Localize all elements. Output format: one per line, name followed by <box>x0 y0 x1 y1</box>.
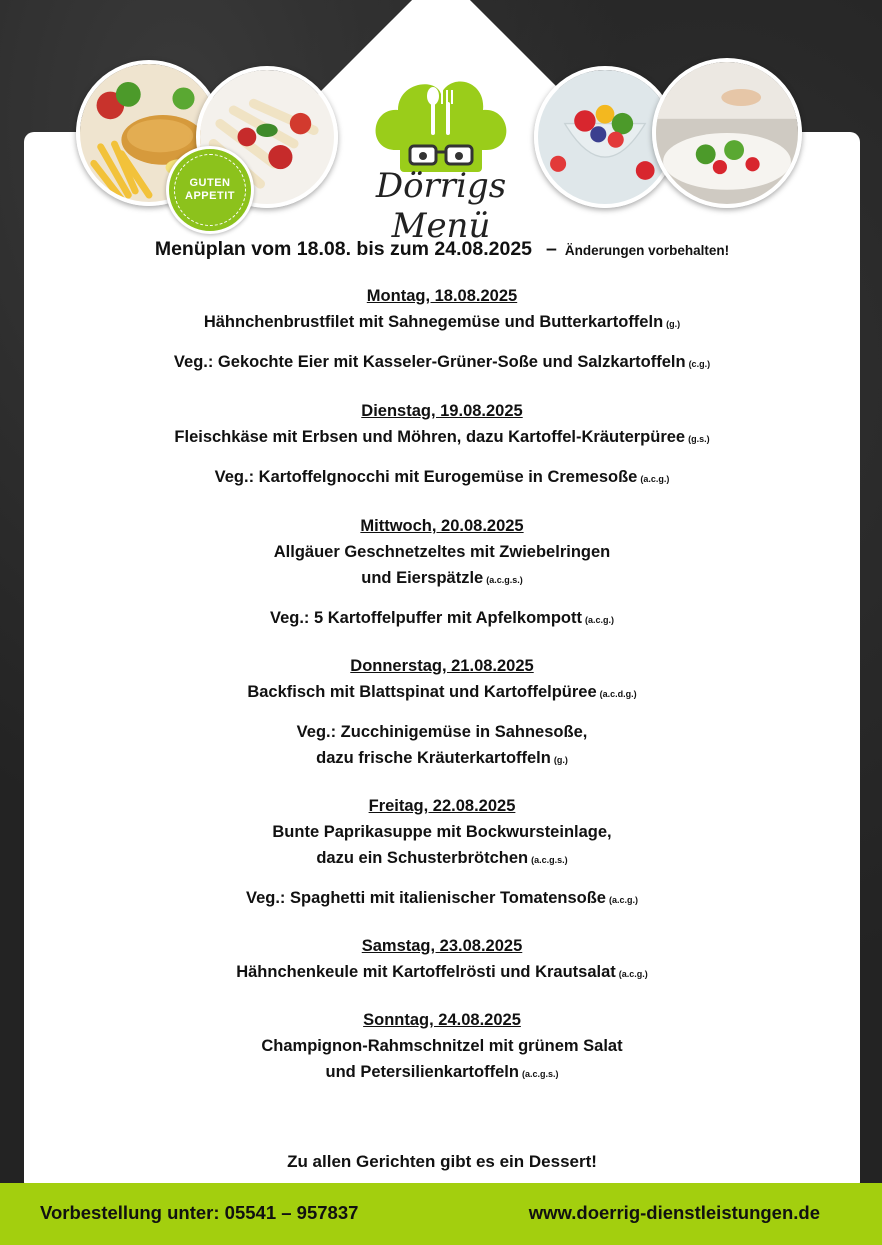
website-link[interactable]: www.doerrig-dienstleistungen.de <box>528 1202 820 1223</box>
headline-dash: – <box>546 238 557 260</box>
dish-text: Allgäuer Geschnetzeltes mit Zwiebelringen <box>273 543 611 561</box>
veg-dish-line <box>24 745 860 773</box>
veg-dish-line <box>24 605 860 633</box>
day-date: Sonntag, 24.08.2025 <box>363 1011 521 1029</box>
badge-line-1: GUTEN <box>189 177 231 189</box>
main-dish-line <box>24 1059 860 1087</box>
dish-text: dazu ein Schusterbrötchen <box>316 849 529 867</box>
main-dish-line <box>24 679 860 707</box>
main-dish-line <box>24 959 860 987</box>
main-dish-line <box>24 539 860 565</box>
dish-text: Bunte Paprikasuppe mit Bockwursteinlage, <box>272 823 612 841</box>
dish-text: Fleischkäse mit Erbsen und Möhren, dazu Kartoffel-Kräuterpüree <box>174 428 686 446</box>
dish-text: und Eierspätzle <box>361 569 484 587</box>
allergen-code: (a.c.g.) <box>609 895 639 905</box>
allergen-code: (a.c.g.) <box>618 969 648 979</box>
dish-text: Veg.: Zucchinigemüse in Sahnesoße, <box>296 723 588 741</box>
dish-text: und Petersilienkartoffeln <box>325 1063 519 1081</box>
day-block <box>24 653 860 707</box>
veg-block <box>24 885 860 913</box>
main-dish-line <box>24 1033 860 1059</box>
day-block <box>24 933 860 987</box>
badge-line-2: APPETIT <box>185 190 235 202</box>
day-date: Freitag, 22.08.2025 <box>368 797 516 815</box>
veg-block <box>24 464 860 492</box>
main-dish-line <box>24 309 860 337</box>
badge-ring <box>174 154 246 226</box>
dish-text: Veg.: Spaghetti mit italienischer Tomatensoße <box>245 889 606 907</box>
brand-logo <box>326 62 556 246</box>
veg-block <box>24 719 860 773</box>
brand-wordmark: Dörrigs Menü <box>375 166 507 246</box>
allergen-code: (a.c.g.s.) <box>531 855 568 865</box>
menu-title: Menüplan vom 18.08. bis zum 24.08.2025 <box>154 238 533 260</box>
dish-text: Veg.: Gekochte Eier mit Kasseler-Grüner-Soße und Salzkartoffeln <box>173 353 686 371</box>
allergen-code: (a.c.g.) <box>584 615 614 625</box>
dish-text: Hähnchenbrustfilet mit Sahnegemüse und Butterkartoffeln <box>203 313 664 331</box>
veg-dish-line <box>24 349 860 377</box>
veg-block <box>24 605 860 633</box>
main-dish-line <box>24 845 860 873</box>
allergen-code: (a.c.g.s.) <box>521 1069 559 1079</box>
day-block <box>24 513 860 593</box>
veg-dish-line <box>24 885 860 913</box>
footer-bar <box>0 1183 882 1245</box>
guten-appetit-badge <box>166 146 254 234</box>
allergen-code: (g.) <box>553 755 568 765</box>
day-block <box>24 1007 860 1087</box>
day-date: Dienstag, 19.08.2025 <box>361 402 523 420</box>
changes-note: Änderungen vorbehalten! <box>564 243 730 258</box>
allergen-code: (a.c.g.s.) <box>486 575 523 585</box>
day-date: Mittwoch, 20.08.2025 <box>360 517 524 535</box>
dish-text: Backfisch mit Blattspinat und Kartoffelpüree <box>247 683 597 701</box>
menu-headline <box>24 238 860 261</box>
dish-text: Veg.: 5 Kartoffelpuffer mit Apfelkompott <box>269 609 582 627</box>
day-date: Montag, 18.08.2025 <box>366 287 518 305</box>
veg-dish-line <box>24 719 860 745</box>
day-block <box>24 398 860 452</box>
main-dish-line <box>24 424 860 452</box>
allergen-code: (g.) <box>666 319 681 329</box>
allergen-code: (c.g.) <box>688 359 711 369</box>
dish-text: Hähnchenkeule mit Kartoffelrösti und Krautsalat <box>236 963 616 981</box>
veg-dish-line <box>24 464 860 492</box>
dish-text: Champignon-Rahmschnitzel mit grünem Salat <box>261 1037 623 1055</box>
dish-text: dazu frische Kräuterkartoffeln <box>316 749 551 767</box>
veg-block <box>24 349 860 377</box>
main-dish-line <box>24 565 860 593</box>
day-date: Donnerstag, 21.08.2025 <box>350 657 534 675</box>
main-dish-line <box>24 819 860 845</box>
day-block <box>24 793 860 873</box>
day-block <box>24 283 860 337</box>
day-date: Samstag, 23.08.2025 <box>361 937 523 955</box>
dessert-note: Zu allen Gerichten gibt es ein Dessert! <box>287 1152 597 1171</box>
allergen-code: (g.s.) <box>688 434 710 444</box>
allergen-code: (a.c.g.) <box>640 474 670 484</box>
allergen-code: (a.c.d.g.) <box>599 689 637 699</box>
salad-plating-photo <box>652 58 802 208</box>
dish-text: Veg.: Kartoffelgnocchi mit Eurogemüse in Cremesoße <box>214 468 638 486</box>
preorder-phone: Vorbestellung unter: 05541 – 957837 <box>40 1202 359 1223</box>
